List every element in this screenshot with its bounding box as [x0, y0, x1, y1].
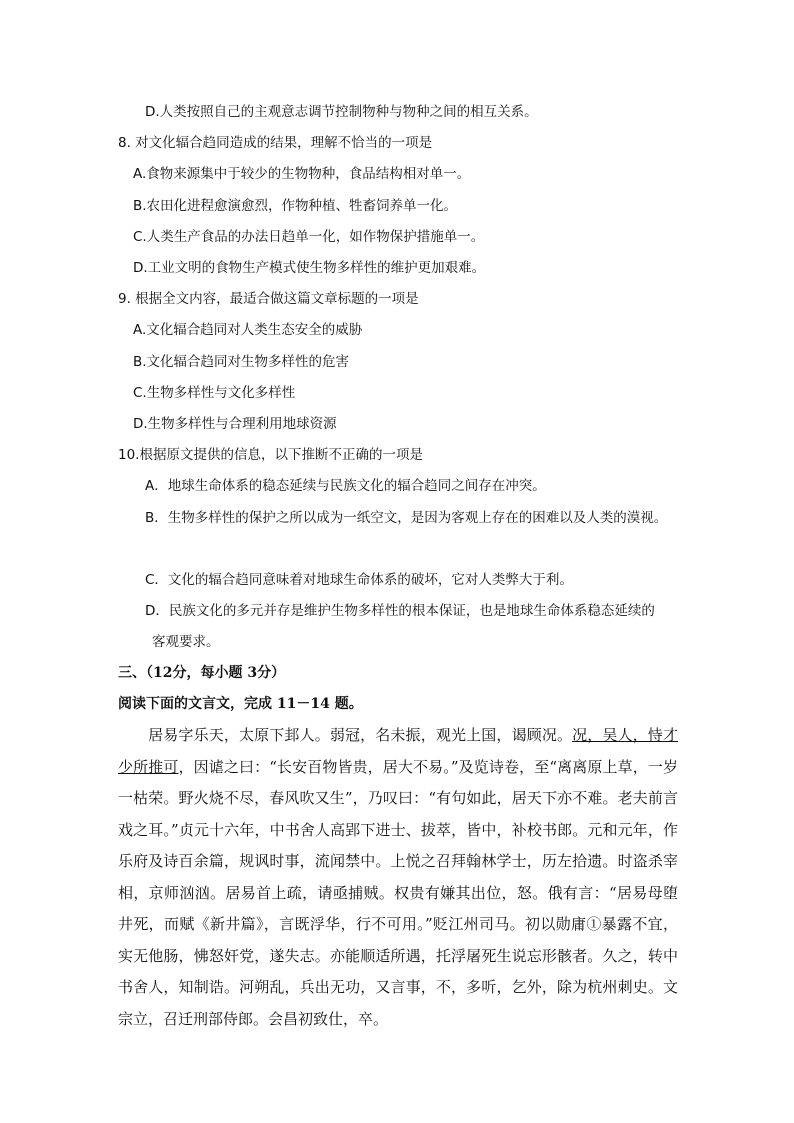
q7-option-d: D.人类按照自己的主观意志调节控制物种与物种之间的相互关系。	[145, 104, 538, 120]
q10-stem: 10.根据原文提供的信息，以下推断不正确的一项是	[118, 447, 423, 463]
q9-option-a: A.文化辐合趋同对人类生态安全的威胁	[133, 322, 363, 338]
passage-part-1: 居易字乐天，太原下邽人。弱冠，名未振，观光上国，谒顾况。	[148, 726, 573, 744]
q9-option-d: D.生物多样性与合理利用地球资源	[133, 416, 337, 432]
section-instruction: 阅读下面的文言文，完成 11－14 题。	[118, 696, 363, 712]
passage-part-2: ，因谑之曰：“长安百物皆贵，居大不易。”及览诗卷，至“离离原上草，一岁一枯荣。野火烧不尽，春风吹又生”，乃叹曰：“有句如此，居天下亦不难。老夫前言戏之耳。”贞元十六年，中书舍人高郢下进士、拔萃，皆中，补校书郎。元和元年，作乐府及诗百余篇，规讽时事，流闻禁中。上悦之召拜翰林学士，历左拾遗。时盗杀宰相，京师汹汹。居易首上疏，请亟捕贼。权贵有嫌其出位，怒。俄有言：“居易母堕井死，而赋《新井篇》，言既浮华，行不可用。”贬江州司马。初以勋庸①暴露不宜，实无他肠，怫怒奸党，遂失志。亦能顺适所遇，托浮屠死生说忘形骸者。久之，转中书舍人，知制诰。河朔乱，兵出无功，又言事，不，多听，乞外，除为杭州刺史。文宗立，召迁刑部侍郎。会昌初致仕，卒。	[118, 757, 678, 1028]
q9-option-c: C.生物多样性与文化多样性	[133, 385, 296, 401]
q10-option-c: C．文化的辐合趋同意味着对地球生命体系的破坏，它对人类弊大于利。	[145, 572, 573, 588]
q8-option-b: B.农田化进程愈演愈烈，作物种植、牲畜饲养单一化。	[133, 198, 458, 214]
q10-option-a: A．地球生命体系的稳态延续与民族文化的辐合趋同之间存在冲突。	[145, 478, 546, 494]
passage-underlined-sentence: 况，吴人，恃才少所推可	[118, 726, 678, 776]
section-heading: 三、（12分，每小题 3分）	[118, 665, 286, 681]
q8-option-a: A.食物来源集中于较少的生物物种，食品结构相对单一。	[133, 166, 471, 182]
q9-option-b: B.文化辐合趋同对生物多样性的危害	[133, 354, 350, 370]
q10-option-b: B．生物多样性的保护之所以成为一纸空文，是因为客观上存在的困难以及人类的漠视。	[145, 510, 668, 526]
q8-option-d: D.工业文明的食物生产模式使生物多样性的维护更加艰难。	[133, 260, 486, 276]
q10-option-d: D．民族文化的多元并存是维护生物多样性的根本保证，也是地球生命体系稳态延续的	[145, 603, 655, 619]
classical-passage	[118, 720, 678, 1035]
q8-option-c: C.人类生产食品的办法日趋单一化，如作物保护措施单一。	[133, 229, 485, 245]
q9-stem: 9. 根据全文内容，最适合做这篇文章标题的一项是	[118, 291, 419, 307]
q8-stem: 8. 对文化辐合趋同造成的结果，理解不恰当的一项是	[118, 135, 433, 151]
q10-option-d-continued: 客观要求。	[152, 634, 220, 650]
